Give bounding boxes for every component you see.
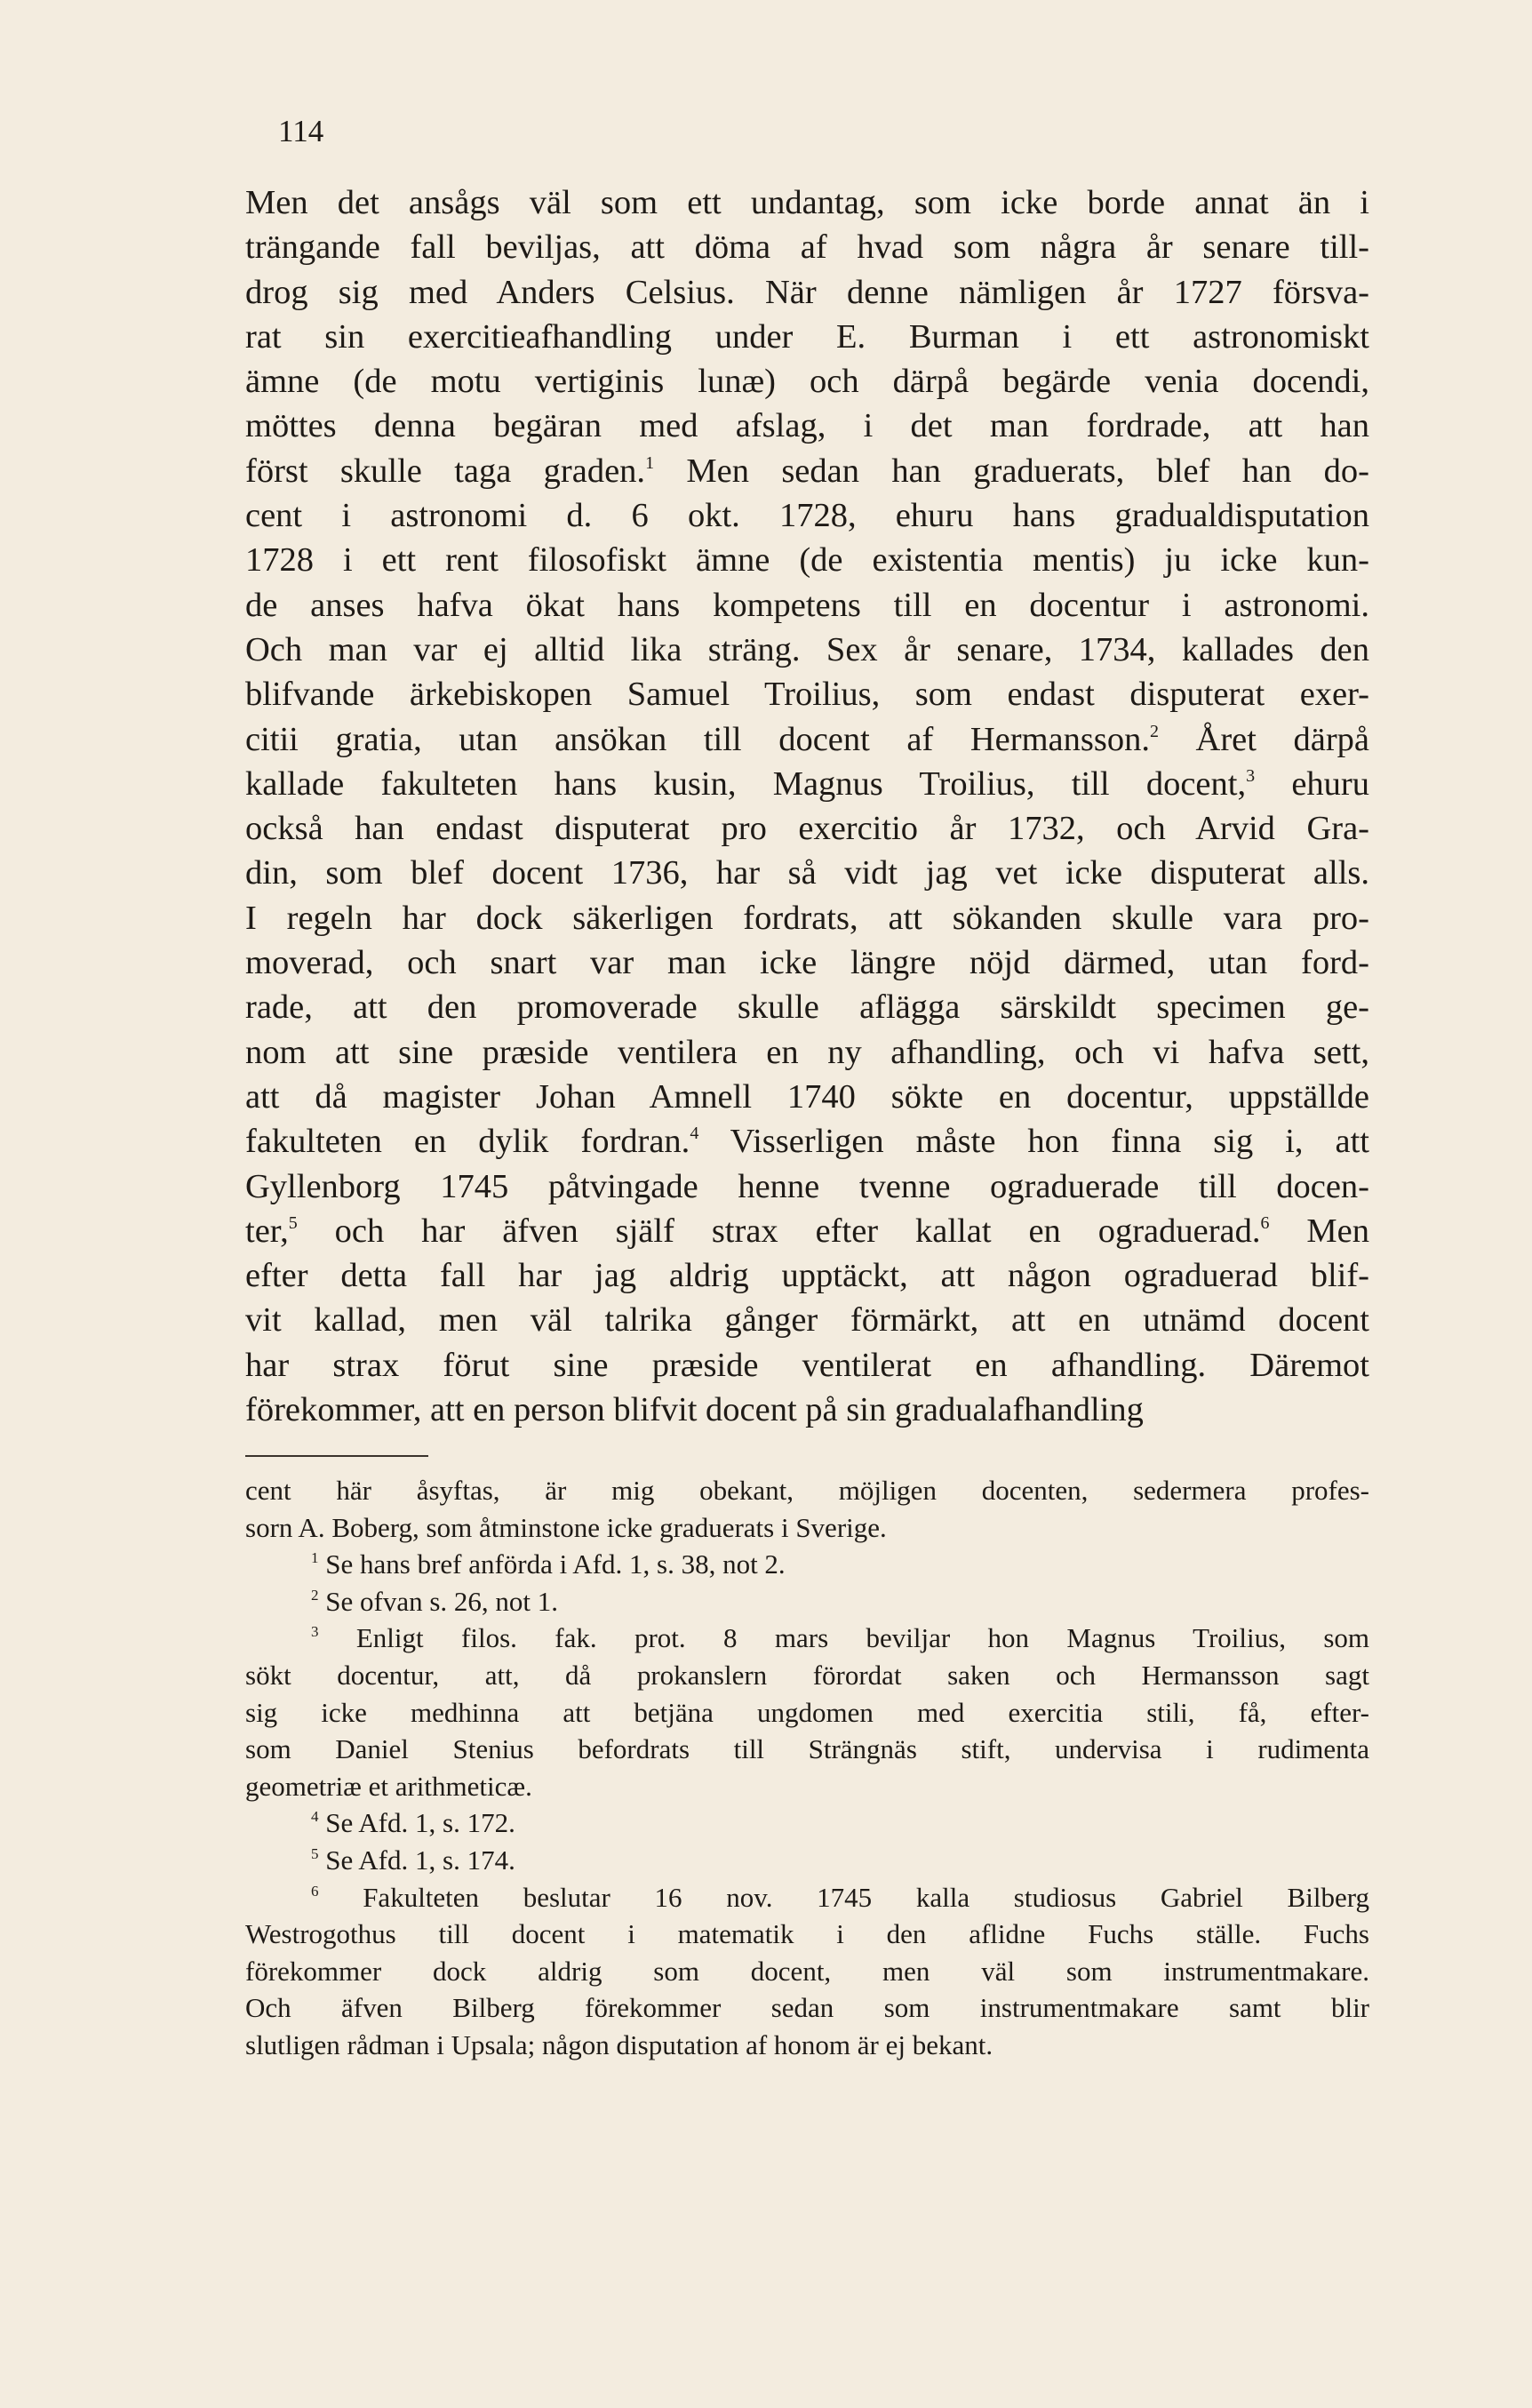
footnote-text: som Daniel Stenius befordrats till Strängnäs stift, undervisa i rudimenta xyxy=(245,1733,1369,1765)
footnote-text: sig icke medhinna att betjäna ungdomen med exercitia stili, få, efter- xyxy=(245,1696,1369,1728)
body-line-text: också han endast disputerat pro exercitio år 1732, och Arvid Gra- xyxy=(245,810,1369,848)
footnote-marker: 2 xyxy=(1149,721,1159,741)
body-line-text: citii gratia, utan ansökan till docent af Hermansson. xyxy=(245,720,1150,758)
footnote-line xyxy=(245,2027,1369,2064)
body-line-text: rat sin exercitieafhandling under E. Burman i ett astronomiskt xyxy=(245,317,1369,356)
footnote-text: Se Afd. 1, s. 172. xyxy=(318,1807,515,1839)
footnote-line xyxy=(245,1509,1369,1547)
footnote-marker: 6 xyxy=(1260,1212,1270,1233)
page-number: 114 xyxy=(278,114,324,148)
body-line-text: och har äfven själf strax efter kallat en ograduerad. xyxy=(297,1212,1261,1250)
footnote-line xyxy=(245,1989,1369,2027)
body-line xyxy=(245,583,1369,628)
footnote-text: Se hans bref anförda i Afd. 1, s. 38, not 2. xyxy=(318,1548,786,1580)
body-line-text: Visserligen måste hon finna sig i, att xyxy=(698,1123,1369,1161)
body-line xyxy=(245,1253,1369,1298)
body-line xyxy=(245,896,1369,940)
body-line xyxy=(245,717,1369,762)
body-line-text: moverad, och snart var man icke längre nöjd därmed, utan ford- xyxy=(245,944,1369,982)
footnote-text: sökt docentur, att, då prokanslern förordat saken och Hermansson sagt xyxy=(245,1659,1369,1691)
footnote-number: 1 xyxy=(311,1549,319,1567)
body-line-text: Men det ansågs väl som ett undantag, som icke borde annat än i xyxy=(245,184,1369,221)
body-line xyxy=(245,851,1369,895)
footnote-text: förekommer dock aldrig som docent, men väl som instrumentmakare. xyxy=(245,1955,1369,1987)
body-line xyxy=(245,404,1369,448)
body-line-text: har strax förut sine præside ventilerat en afhandling. Däremot xyxy=(245,1346,1369,1384)
footnote-number: 3 xyxy=(311,1623,319,1641)
body-line xyxy=(245,1298,1369,1342)
body-line xyxy=(245,180,1369,225)
body-line xyxy=(245,1164,1369,1209)
footnote-text: Fakulteten beslutar 16 nov. 1745 kalla studiosus Gabriel Bilberg xyxy=(318,1881,1369,1913)
footnote-marker: 1 xyxy=(645,452,655,473)
footnote-text: Enligt filos. fak. prot. 8 mars beviljar hon Magnus Troilius, som xyxy=(318,1622,1369,1654)
body-line xyxy=(245,315,1369,359)
body-line-text: ehuru xyxy=(1255,764,1369,803)
body-line-text: Men sedan han graduerats, blef han do- xyxy=(654,452,1370,490)
body-line xyxy=(245,359,1369,404)
body-line-text: att då magister Johan Amnell 1740 sökte en docentur, uppställde xyxy=(245,1077,1369,1116)
body-line-text: rade, att den promoverade skulle aflägga särskildt specimen ge- xyxy=(245,988,1369,1027)
body-line xyxy=(245,449,1369,493)
footnote-line xyxy=(245,1472,1369,1509)
body-line xyxy=(245,270,1369,315)
footnote-text: Se ofvan s. 26, not 1. xyxy=(318,1585,559,1617)
footnote-line xyxy=(245,1768,1369,1805)
footnote-line xyxy=(245,1546,1369,1583)
footnote-line xyxy=(245,1842,1369,1879)
footnote-line xyxy=(245,1804,1369,1842)
footnote-text: Och äfven Bilberg förekommer sedan som instrumentmakare samt blir xyxy=(245,1992,1369,2024)
body-line-text: Och man var ej alltid lika sträng. Sex år senare, 1734, kallades den xyxy=(245,630,1369,668)
body-line-text: 1728 i ett rent filosofiskt ämne (de existentia mentis) ju icke kun- xyxy=(245,541,1369,580)
footnote-line xyxy=(245,1953,1369,1990)
body-line xyxy=(245,1119,1369,1164)
footnote-line xyxy=(245,1657,1369,1694)
body-line-text: först skulle taga graden. xyxy=(245,452,646,490)
footnote-line xyxy=(245,1879,1369,1916)
footnote-text: sorn A. Boberg, som åtminstone icke graduerats i Sverige. xyxy=(245,1511,887,1543)
body-line xyxy=(245,940,1369,985)
body-line-text: Gyllenborg 1745 påtvingade henne tvenne ograduerade till docen- xyxy=(245,1167,1369,1205)
footnote-text: geometriæ et arithmeticæ. xyxy=(245,1770,532,1802)
footnote-separator xyxy=(245,1455,428,1457)
footnote-marker: 3 xyxy=(1246,765,1256,786)
footnote-marker: 4 xyxy=(690,1124,699,1144)
body-line-text: efter detta fall har jag aldrig upptäckt, att någon ograduerad blif- xyxy=(245,1257,1369,1295)
body-line xyxy=(245,538,1369,582)
body-line-text: fakulteten en dylik fordran. xyxy=(245,1123,690,1161)
footnote-text: cent här åsyftas, är mig obekant, möjligen docenten, sedermera profes- xyxy=(245,1475,1369,1506)
body-line xyxy=(245,985,1369,1029)
body-line-text: din, som blef docent 1736, har så vidt jag vet icke disputerat alls. xyxy=(245,854,1369,892)
footnote-line xyxy=(245,1583,1369,1620)
body-line xyxy=(245,1075,1369,1119)
body-line xyxy=(245,225,1369,269)
footnote-text: slutligen rådman i Upsala; någon disputation af honom är ej bekant. xyxy=(245,2028,993,2060)
body-line-text: blifvande ärkebiskopen Samuel Troilius, som endast disputerat exer- xyxy=(245,676,1369,714)
footnote-number: 4 xyxy=(311,1808,319,1826)
body-line xyxy=(245,1388,1369,1432)
footnote-number: 5 xyxy=(311,1844,319,1862)
footnote-marker: 5 xyxy=(288,1212,298,1233)
footnote-line xyxy=(245,1620,1369,1657)
footnote-line xyxy=(245,1731,1369,1768)
body-line-text: de anses hafva ökat hans kompetens till en docentur i astronomi. xyxy=(245,586,1369,624)
body-line xyxy=(245,1343,1369,1388)
footnotes xyxy=(245,1472,1369,2064)
body-line-text: ämne (de motu vertiginis lunæ) och därpå begärde venia docendi, xyxy=(245,363,1369,401)
body-line xyxy=(245,1030,1369,1075)
footnote-number: 6 xyxy=(311,1882,319,1900)
footnote-line xyxy=(245,1694,1369,1732)
body-line-text: möttes denna begäran med afslag, i det man fordrade, att han xyxy=(245,407,1369,445)
body-line-text: trängande fall beviljas, att döma af hvad som några år senare till- xyxy=(245,228,1369,267)
body-line xyxy=(245,493,1369,538)
body-line xyxy=(245,806,1369,851)
body-line-text: kallade fakulteten hans kusin, Magnus Troilius, till docent, xyxy=(245,764,1247,803)
body-line xyxy=(245,762,1369,806)
body-line-text: nom att sine præside ventilera en ny afhandling, och vi hafva sett, xyxy=(245,1033,1369,1071)
body-line xyxy=(245,1209,1369,1253)
body-line xyxy=(245,628,1369,672)
body-line-text: cent i astronomi d. 6 okt. 1728, ehuru hans gradualdisputation xyxy=(245,497,1369,535)
body-text xyxy=(245,180,1369,1432)
footnote-text: Se Afd. 1, s. 174. xyxy=(318,1844,515,1876)
body-line-text: ter, xyxy=(245,1212,289,1250)
footnote-number: 2 xyxy=(311,1586,319,1604)
body-line-text: Året därpå xyxy=(1158,720,1369,758)
body-line-text: Men xyxy=(1269,1212,1369,1250)
body-line xyxy=(245,672,1369,716)
body-line-text: förekommer, att en person blifvit docent på sin gradualafhandling xyxy=(245,1391,1144,1429)
body-line-text: I regeln har dock säkerligen fordrats, att sökanden skulle vara pro- xyxy=(245,899,1369,937)
footnote-line xyxy=(245,1916,1369,1953)
body-line-text: vit kallad, men väl talrika gånger förmärkt, att en utnämd docent xyxy=(245,1301,1369,1340)
body-line-text: drog sig med Anders Celsius. När denne nämligen år 1727 försva- xyxy=(245,273,1369,311)
footnote-text: Westrogothus till docent i matematik i den aflidne Fuchs ställe. Fuchs xyxy=(245,1918,1369,1950)
